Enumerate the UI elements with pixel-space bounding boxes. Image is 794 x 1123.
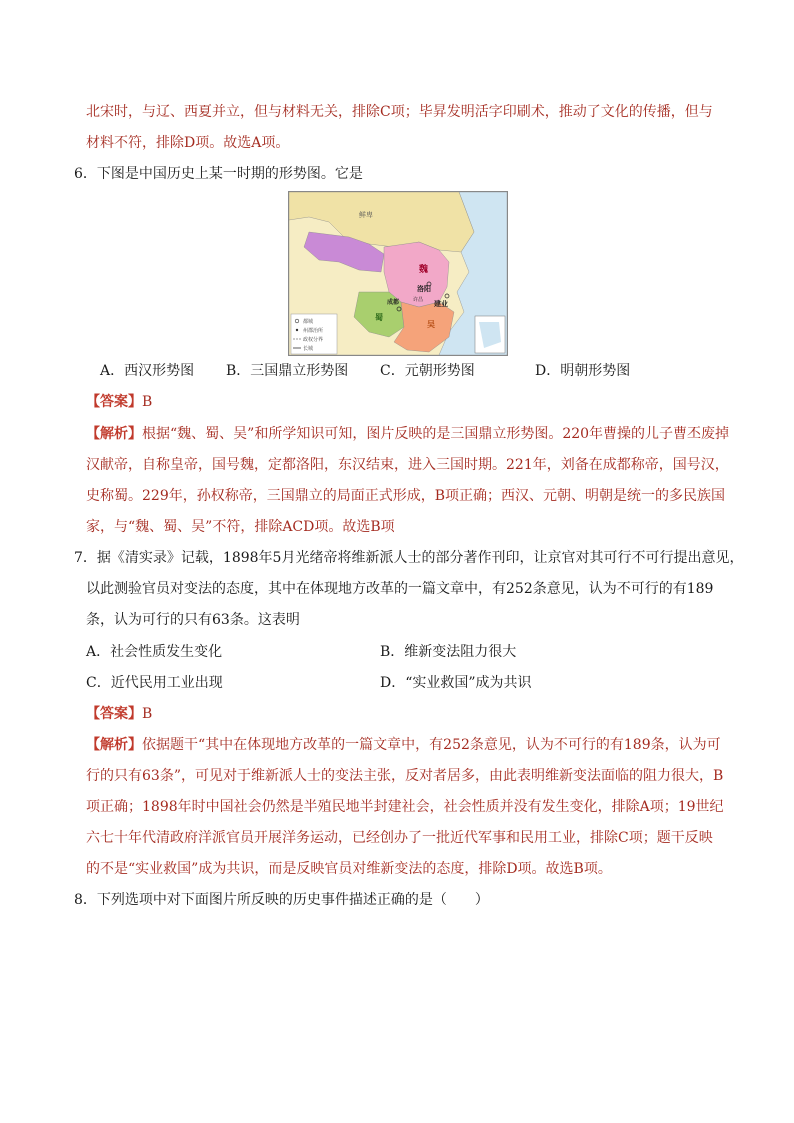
q7-stem-line-3: 条，认为可行的只有63条。这表明	[86, 612, 300, 628]
prev-analysis-line-2: 材料不符，排除D项。故选A项。	[86, 135, 290, 151]
q6-option-b: B．三国鼎立形势图	[226, 363, 349, 379]
q6-analysis-line-4: 家，与“魏、蜀、吴”不符，排除ACD项。故选B项	[86, 519, 395, 535]
q6-answer	[86, 392, 152, 412]
legend-item-2: 州郡治所	[303, 328, 324, 334]
q7-option-b: B．维新变法阻力很大	[380, 644, 517, 660]
q6-option-c: C．元朝形势图	[380, 363, 475, 379]
q7-analysis-tag: 【解析】	[86, 737, 142, 753]
label-xianbei: 鲜卑	[359, 211, 373, 219]
q7-analysis-text-1: 依据题干“其中在体现地方改革的一篇文章中，有252条意见，认为不可行的有189条，认为可	[142, 737, 721, 753]
q7-analysis-line-1	[86, 735, 721, 755]
label-luoyang: 洛阳	[417, 285, 431, 293]
q7-analysis-line-4: 六七十年代清政府洋派官员开展洋务运动，已经创办了一批近代军事和民用工业，排除C项；题干反映	[86, 830, 713, 846]
q6-option-a: A．西汉形势图	[100, 363, 195, 379]
q6-analysis-line-1	[86, 424, 729, 444]
legend-item-4: 长城	[303, 346, 314, 352]
q7-answer-tag: 【答案】	[86, 706, 142, 722]
q6-answer-tag: 【答案】	[86, 394, 142, 410]
map-image	[289, 192, 507, 355]
q7-option-a: A．社会性质发生变化	[86, 644, 223, 660]
q6-option-d: D．明朝形势图	[535, 363, 631, 379]
prev-analysis-line-1: 北宋时，与辽、西夏并立，但与材料无关，排除C项；毕昇发明活字印刷术，推动了文化的传播，但与	[86, 104, 713, 120]
q7-analysis-line-2: 行的只有63条”，可见对于维新派人士的变法主张，反对者居多，由此表明维新变法面临的阻力很大，B	[86, 768, 724, 784]
seat-symbol-icon	[296, 329, 298, 331]
q6-analysis-line-3: 史称蜀。229年，孙权称帝，三国鼎立的局面正式形成，B项正确；西汉、元朝、明朝是统一的多民族国	[86, 488, 726, 504]
q7-option-c: C．近代民用工业出现	[86, 675, 223, 691]
q7-stem-line-1: 7．据《清实录》记载，1898年5月光绪帝将维新派人士的部分著作刊印，让京官对其可行不可行提出意见，	[74, 550, 744, 566]
q6-analysis-text-1: 根据“魏、蜀、吴”和所学知识可知，图片反映的是三国鼎立形势图。220年曹操的儿子曹丕废掉	[142, 426, 730, 442]
legend-item-1: 都城	[303, 319, 314, 325]
label-wu: 吴	[427, 320, 435, 329]
label-chengdu: 成都	[387, 299, 400, 306]
q6-analysis-line-2: 汉献帝，自称皇帝，国号魏，定都洛阳，东汉结束，进入三国时期。221年，刘备在成都称帝，国号汉，	[86, 457, 729, 473]
label-wei: 魏	[419, 265, 429, 275]
q7-stem-line-2: 以此测验官员对变法的态度，其中在体现地方改革的一篇文章中，有252条意见，认为不可行的有189	[86, 581, 714, 597]
q6-stem: 6．下图是中国历史上某一时期的形势图。它是	[74, 166, 363, 182]
label-shu: 蜀	[375, 313, 383, 322]
q7-answer	[86, 704, 152, 724]
label-jianye: 建业	[434, 300, 448, 308]
legend-item-3: 政权分界	[303, 337, 324, 343]
three-kingdoms-map	[288, 191, 508, 356]
q7-answer-value: B	[142, 706, 153, 722]
q8-stem: 8．下列选项中对下面图片所反映的历史事件描述正确的是（ ）	[74, 892, 489, 908]
q7-option-d: D．“实业救国”成为共识	[380, 675, 532, 691]
q7-analysis-line-3: 项正确；1898年时中国社会仍然是半殖民地半封建社会，社会性质并没有发生变化，排除A项；19世纪	[86, 799, 724, 815]
q6-answer-value: B	[142, 394, 153, 410]
q7-analysis-line-5: 的不是“实业救国”成为共识，而是反映官员对维新变法的态度，排除D项。故选B项。	[86, 861, 612, 877]
q6-analysis-tag: 【解析】	[86, 426, 142, 442]
label-xuchang: 许昌	[413, 297, 424, 303]
